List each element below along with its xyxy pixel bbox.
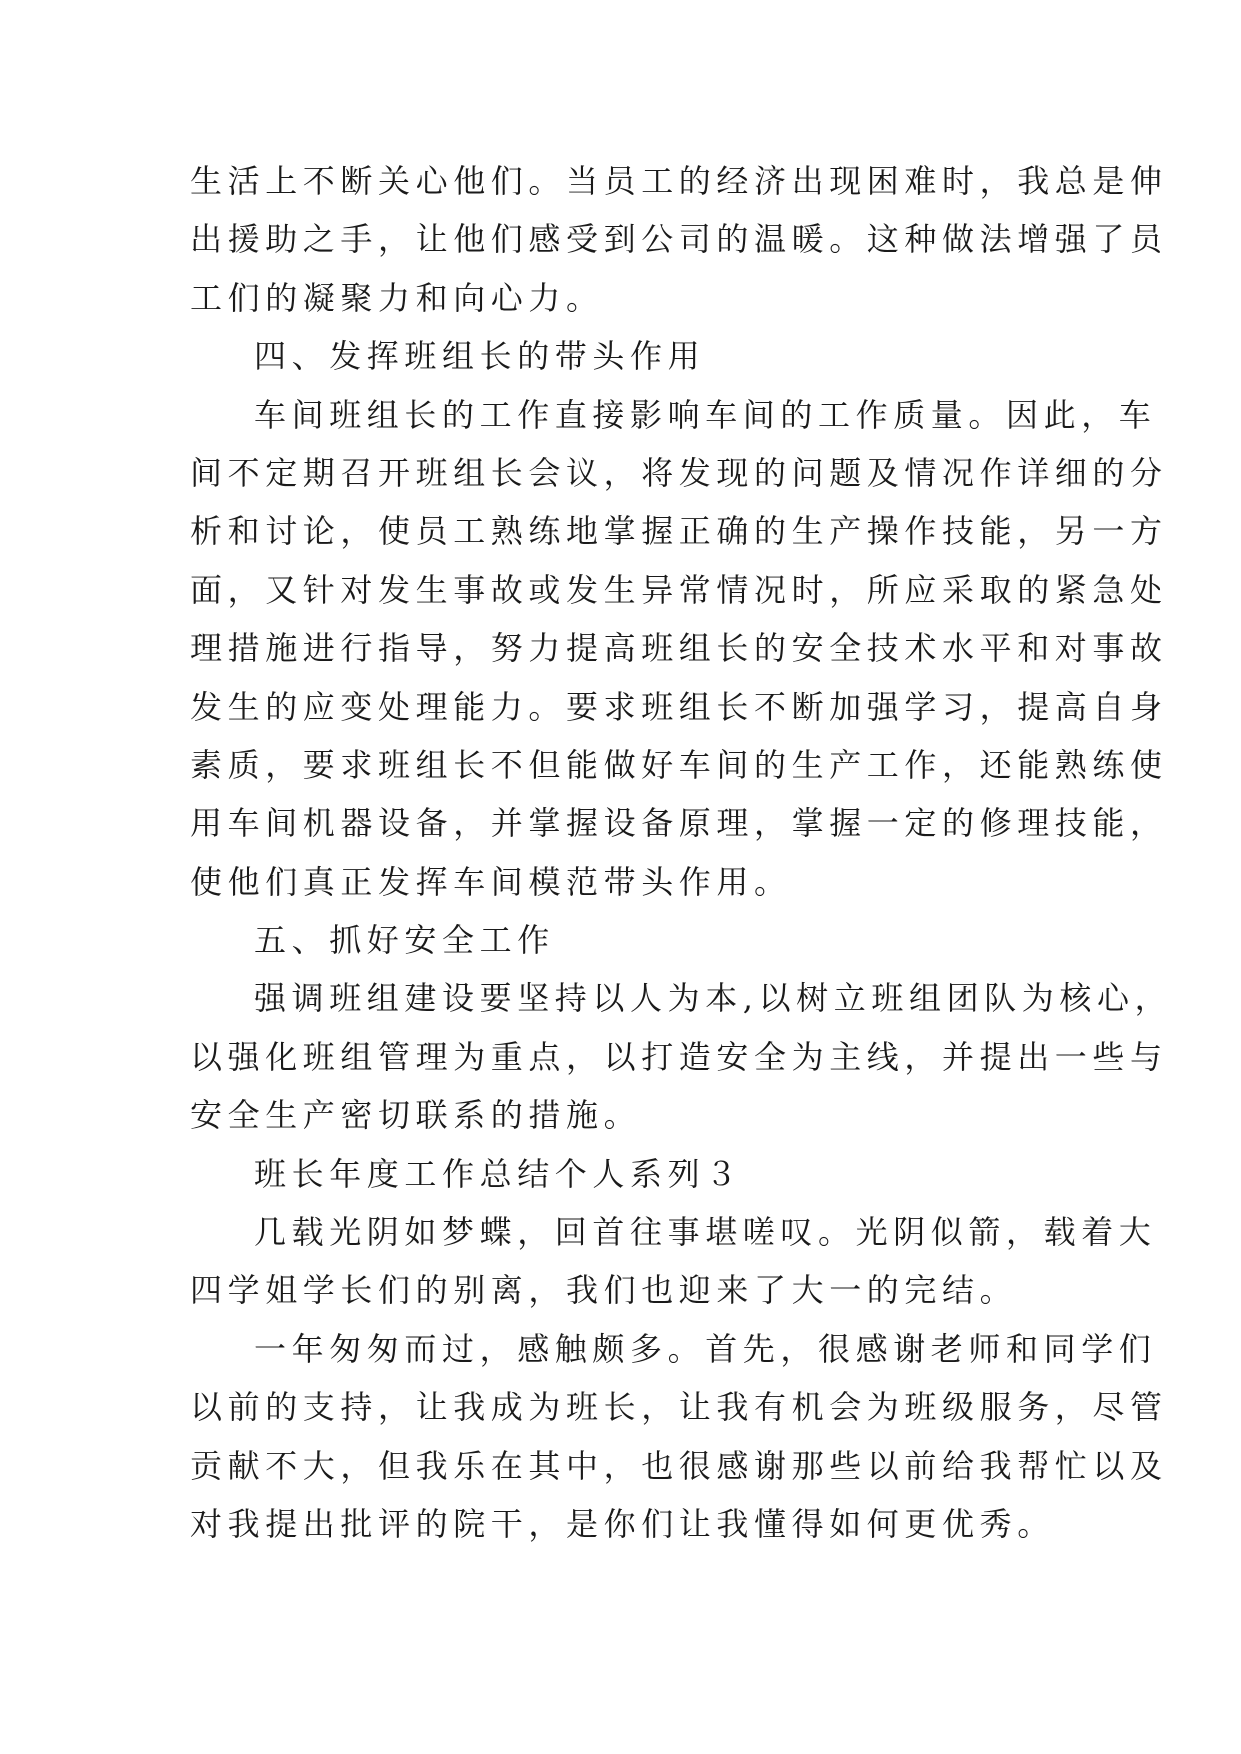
paragraph-line: 发生的应变处理能力。要求班组长不断加强学习，提高自身 — [190, 687, 1168, 726]
paragraph-line: 以前的支持，让我成为班长，让我有机会为班级服务，尽管 — [190, 1388, 1168, 1427]
paragraph-line: 工们的凝聚力和向心力。 — [190, 278, 604, 317]
paragraph-line: 以强化班组管理为重点，以打造安全为主线，并提出一些与 — [190, 1037, 1168, 1076]
paragraph-line: 几载光阴如梦蝶，回首往事堪嗟叹。光阴似箭，载着大 — [254, 1213, 1157, 1252]
paragraph-line: 出援助之手，让他们感受到公司的温暖。这种做法增强了员 — [190, 220, 1168, 259]
section-heading-5: 五、抓好安全工作 — [254, 921, 555, 960]
paragraph-line: 车间班组长的工作直接影响车间的工作质量。因此，车 — [254, 395, 1157, 434]
document-body — [190, 152, 1173, 1553]
paragraph-line: 四学姐学长们的别离，我们也迎来了大一的完结。 — [190, 1271, 1018, 1310]
article-title: 班长年度工作总结个人系列３ — [254, 1154, 743, 1193]
paragraph-line: 对我提出批评的院干，是你们让我懂得如何更优秀。 — [190, 1504, 1055, 1543]
paragraph-line: 强调班组建设要坚持以人为本,以树立班组团队为核心， — [254, 979, 1173, 1018]
paragraph-line: 贡献不大，但我乐在其中，也很感谢那些以前给我帮忙以及 — [190, 1446, 1168, 1485]
paragraph-line: 生活上不断关心他们。当员工的经济出现困难时，我总是伸 — [190, 162, 1168, 200]
paragraph-line: 一年匆匆而过，感触颇多。首先，很感谢老师和同学们 — [254, 1329, 1157, 1368]
paragraph-line: 间不定期召开班组长会议，将发现的问题及情况作详细的分 — [190, 453, 1168, 492]
paragraph-line: 面，又针对发生事故或发生异常情况时，所应采取的紧急处 — [190, 570, 1168, 609]
paragraph-line: 素质，要求班组长不但能做好车间的生产工作，还能熟练使 — [190, 745, 1168, 784]
paragraph-line: 使他们真正发挥车间模范带头作用。 — [190, 862, 792, 901]
paragraph-line: 用车间机器设备，并掌握设备原理，掌握一定的修理技能， — [190, 804, 1168, 843]
section-heading-4: 四、发挥班组长的带头作用 — [254, 337, 706, 376]
paragraph-line: 理措施进行指导，努力提高班组长的安全技术水平和对事故 — [190, 629, 1168, 668]
paragraph-line: 安全生产密切联系的措施。 — [190, 1096, 642, 1135]
paragraph-line: 析和讨论，使员工熟练地掌握正确的生产操作技能，另一方 — [190, 512, 1168, 551]
